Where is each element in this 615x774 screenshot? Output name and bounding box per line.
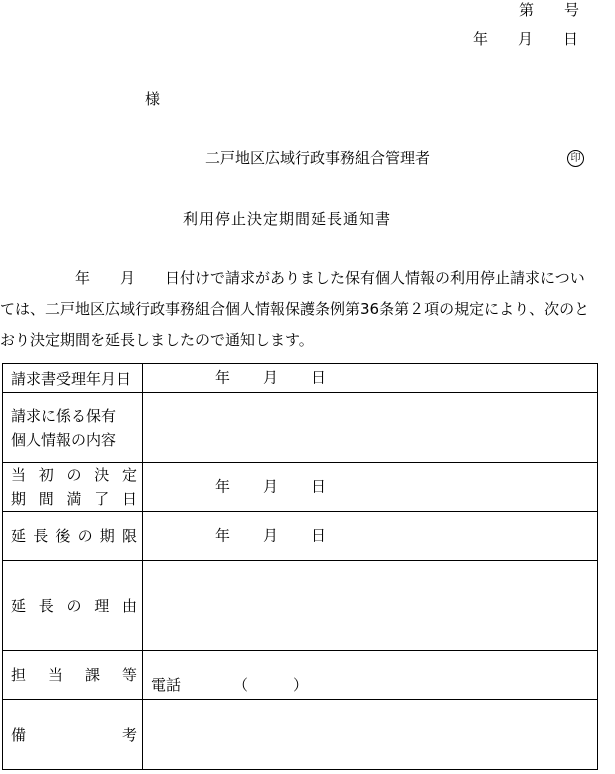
row-remarks <box>3 700 598 770</box>
row-extension-reason <box>3 561 598 651</box>
received-month: 月 <box>263 368 279 387</box>
received-year: 年 <box>215 368 231 387</box>
notice-form-table <box>2 363 598 770</box>
extension-reason-field[interactable] <box>143 561 598 651</box>
initial-year: 年 <box>215 477 231 496</box>
row-extended-deadline <box>3 512 598 561</box>
department-field[interactable] <box>143 651 598 700</box>
label-department <box>3 651 143 700</box>
remarks-field[interactable] <box>143 700 598 770</box>
initial-label-line2: 期 間 満 了 日 <box>11 490 137 508</box>
initial-day: 日 <box>311 477 327 496</box>
label-request-content: 請求に係る保有 個人情報の内容 <box>3 393 143 463</box>
extended-label: 延 長 後 の 期 限 <box>11 527 137 545</box>
extended-deadline-field[interactable] <box>143 512 598 561</box>
label-extension-reason <box>3 561 143 651</box>
row-received-date <box>3 364 598 393</box>
phone-label: 電話 <box>151 676 182 694</box>
row-initial-deadline <box>3 463 598 512</box>
request-content-field[interactable] <box>143 393 598 463</box>
row-request-content <box>3 393 598 463</box>
remarks-label: 備 考 <box>11 725 137 744</box>
document-title: 利用停止決定期間延長通知書 <box>183 210 392 228</box>
body-line-2: ては、二戸地区広域行政事務組合個人情報保護条例第36条第２項の規定により、次のと <box>0 300 590 318</box>
initial-label-line1: 当 初 の 決 定 <box>11 466 137 484</box>
row-department <box>3 651 598 700</box>
phone-parens: （ ） <box>233 676 309 694</box>
document-number-label: 第 号 <box>519 1 580 19</box>
seal-mark: 印 <box>567 150 584 167</box>
initial-month: 月 <box>263 477 279 496</box>
extended-month: 月 <box>263 526 279 545</box>
label-received-date: 請求書受理年月日 <box>3 364 143 393</box>
extended-day: 日 <box>311 526 327 545</box>
reason-label: 延 長 の 理 由 <box>11 596 137 615</box>
addressee-suffix: 様 <box>145 90 161 108</box>
initial-deadline-field[interactable] <box>143 463 598 512</box>
sender-name: 二戸地区広域行政事務組合管理者 <box>205 149 431 167</box>
received-date-field[interactable] <box>143 364 598 393</box>
label-remarks <box>3 700 143 770</box>
extended-year: 年 <box>215 526 231 545</box>
issue-date-line: 年 月 日 <box>473 30 579 48</box>
body-line-1: 年 月 日付けで請求がありました保有個人情報の利用停止請求につい <box>0 269 585 287</box>
body-line-3: おり決定期間を延長しましたので通知します。 <box>0 331 314 349</box>
received-day: 日 <box>311 368 327 387</box>
label-initial-deadline <box>3 463 143 512</box>
dept-label: 担 当 課 等 <box>11 666 137 684</box>
label-extended-deadline <box>3 512 143 561</box>
